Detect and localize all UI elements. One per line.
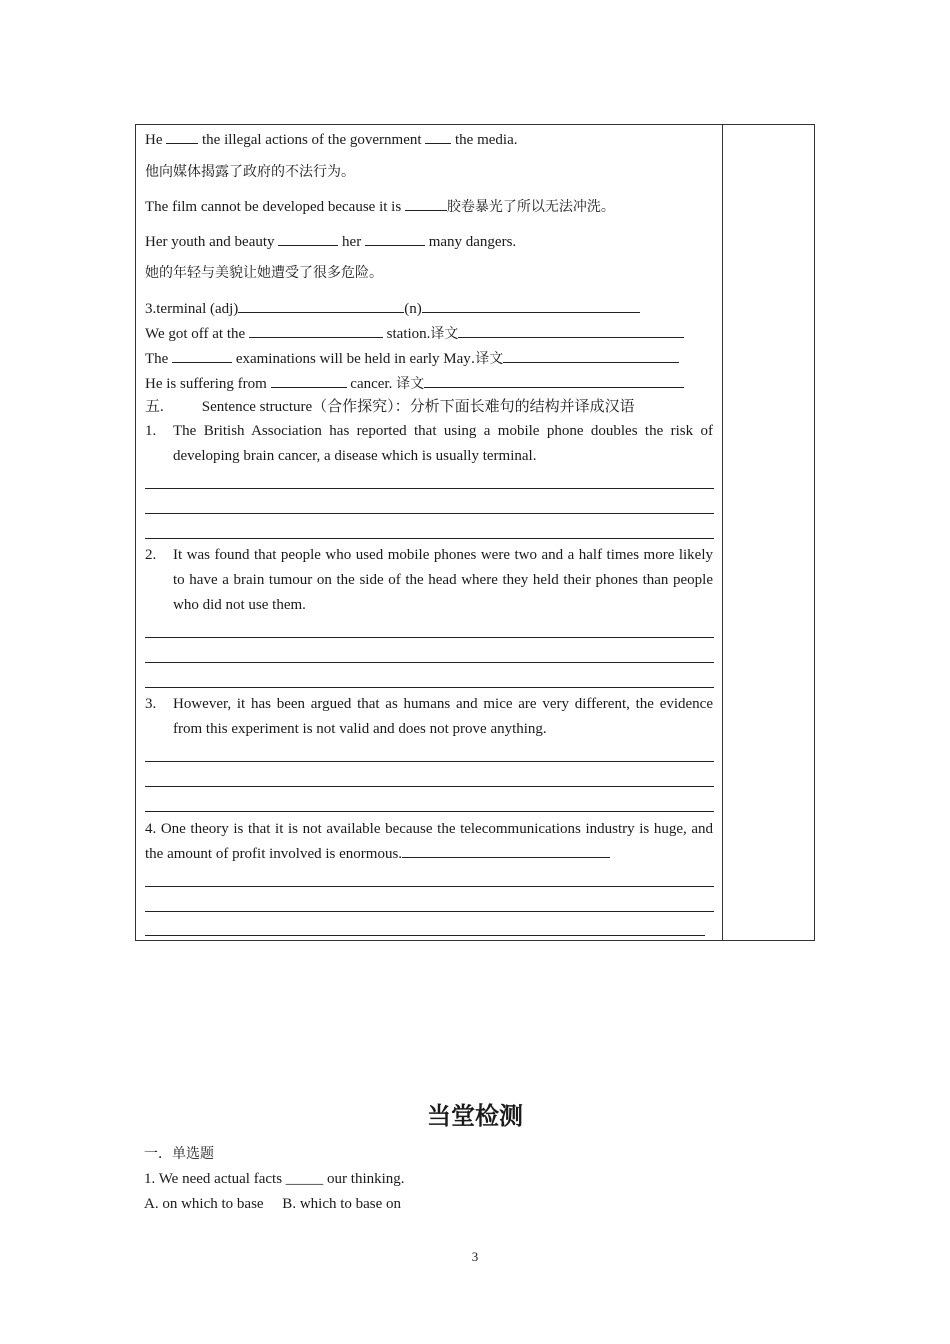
answer-line [145,538,714,539]
question-1: 1. We need actual facts _____ our thinking. [144,1171,405,1187]
sentence-item-3: 3. However, it has been argued that as humans and mice are very different, the evidence from this experiment is not valid and does not prove anything. [145,696,713,737]
answer-line [145,886,714,887]
sentence-item-2: 2. It was found that people who used mobile phones were two and a half times more likely to have a brain tumour on the side of the head where they held their phones than people who did not use them. [145,547,713,613]
section-five-heading: 五. Sentence structure（合作探究）：分析下面长难句的结构并译成汉语 [145,399,635,415]
answer-line [145,911,714,912]
vocab-sentence-1: We got off at the station.译文 [145,323,684,343]
answer-line [145,488,714,489]
answer-line [145,637,714,638]
worksheet-table [135,124,815,941]
page-number: 3 [471,1249,479,1264]
exercise-line-2: The film cannot be developed because it is 胶卷暴光了所以无法冲洗。 [145,196,615,216]
column-divider [722,125,723,940]
answer-line [145,513,714,514]
question-1-options: A. on which to base B. which to base on [144,1196,402,1212]
answer-line [145,811,714,812]
answer-line [145,662,714,663]
translation-line-1: 他向媒体揭露了政府的不法行为。 [145,164,355,180]
question-type-heading: 一．单选题 [144,1146,214,1162]
answer-line [145,761,714,762]
exercise-line-1: He the illegal actions of the government the media. [145,129,518,149]
sentence-item-1: 1. The British Association has reported that using a mobile phone doubles the risk of developing brain cancer, a disease which is usually terminal. [145,423,713,464]
vocab-sentence-2: The examinations will be held in early May.译文 [145,348,679,368]
answer-line [145,935,705,936]
vocab-sentence-3: He is suffering from cancer. 译文 [145,373,684,393]
translation-line-2: 她的年轻与美貌让她遭受了很多危险。 [145,265,383,281]
exercise-line-3: Her youth and beauty her many dangers. [145,231,516,251]
answer-line [145,786,714,787]
vocab-terminal: 3.terminal (adj) (n) [145,298,640,318]
answer-line [145,687,714,688]
section-title: 当堂检测 [427,1102,523,1130]
sentence-item-4: 4. One theory is that it is not available because the telecommunications industry is huge, and the amount of profit involved is enormous. [145,821,713,862]
